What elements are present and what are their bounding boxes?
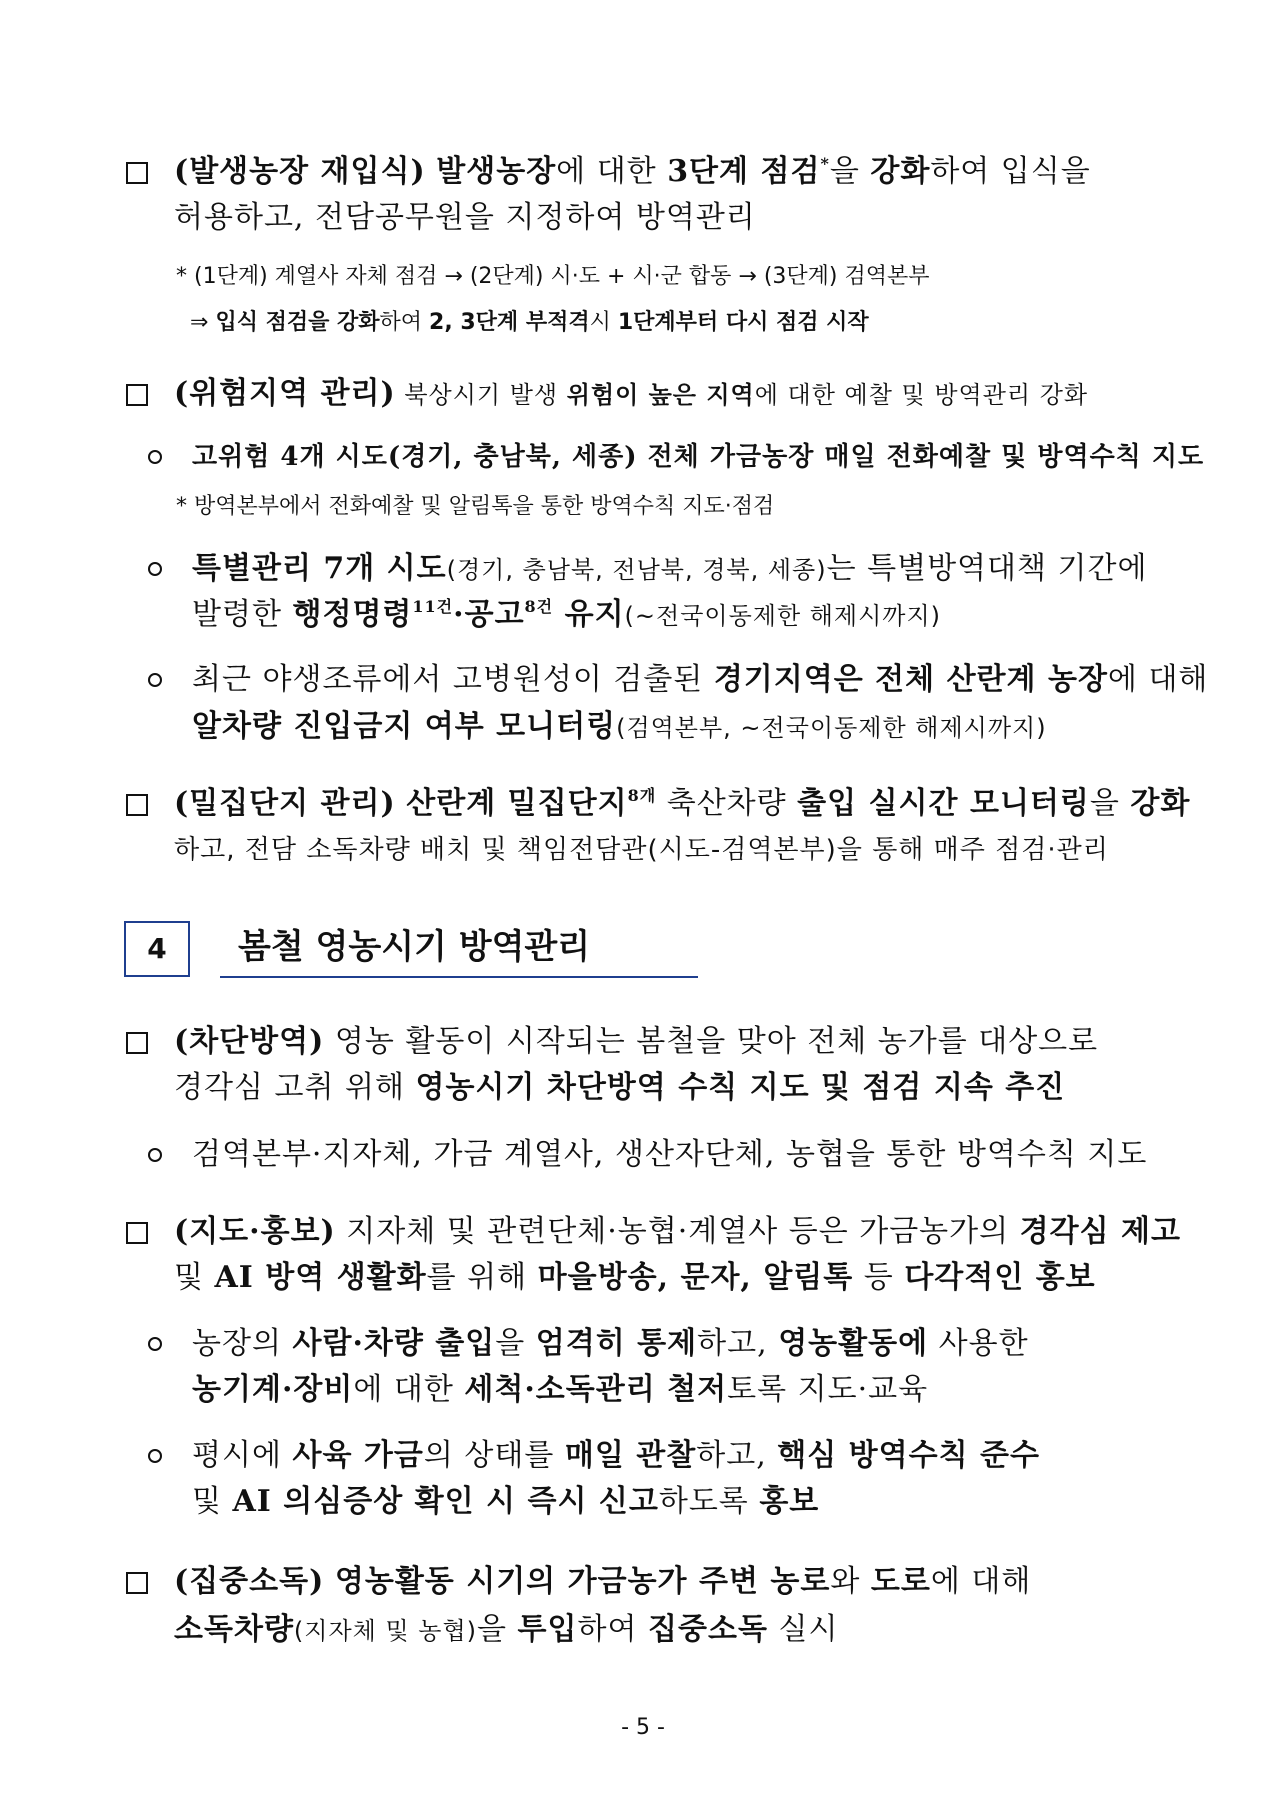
section-title: 봄철 영농시기 방역관리 xyxy=(238,927,591,967)
paragraph-line xyxy=(174,1068,1065,1108)
text: 엄격히 통제 xyxy=(535,1326,698,1361)
text: 도로 xyxy=(870,1564,931,1599)
text: 를 위해 xyxy=(426,1260,538,1295)
text: 에 대한 예찰 및 방역관리 강화 xyxy=(754,381,1089,409)
text: 산란계 밀집단지 xyxy=(406,786,628,821)
text: (~전국이동제한 해제시까지) xyxy=(624,602,942,630)
text: 을 xyxy=(1089,786,1131,821)
text xyxy=(396,786,407,821)
circle-bullet xyxy=(148,450,162,464)
text: 유지 xyxy=(553,597,625,632)
text: 에 대해 xyxy=(1107,662,1209,697)
text: AI 방역 생활화 xyxy=(214,1260,427,1295)
text: 영농활동 시기의 가금농가 주변 농로 xyxy=(334,1564,831,1599)
text: * (1단계) 계열사 자체 점검 → (2단계) 시·도 + 시·군 합동 → (3단계) 검역본부 xyxy=(176,264,930,289)
text: 핵심 방역수칙 준수 xyxy=(777,1438,1041,1473)
text: 에 대한 xyxy=(556,154,668,189)
text: (지자체 및 농협) xyxy=(293,1617,478,1645)
text: 지자체 및 관련단체·농협·계열사 등은 가금농가의 xyxy=(335,1214,1020,1249)
text: 알차량 진입금지 여부 모니터링 xyxy=(192,709,617,744)
text: 홍보 xyxy=(759,1484,820,1519)
text: 평시에 xyxy=(192,1438,293,1473)
text: 하여 입식을 xyxy=(930,154,1091,189)
text: 하고, xyxy=(696,1438,778,1473)
text: 사람·차량 출입 xyxy=(292,1326,496,1361)
section-underline xyxy=(220,976,698,978)
paragraph-line xyxy=(192,660,1208,700)
text: 허용하고, 전담공무원을 지정하여 방역관리 xyxy=(174,200,756,235)
text: 투입 xyxy=(517,1612,578,1647)
paragraph-line xyxy=(192,1436,1040,1476)
text: ·공고 xyxy=(453,597,525,632)
text: 하여 xyxy=(379,310,430,335)
text: 최근 야생조류에서 고병원성이 검출된 xyxy=(192,662,714,697)
text: 발생농장 xyxy=(436,154,557,189)
text: 검역본부·지자체, 가금 계열사, 생산자단체, 농협을 통한 방역수칙 지도 xyxy=(192,1137,1148,1172)
paragraph-heading: (지도·홍보) xyxy=(174,1214,336,1249)
paragraph-heading: (집중소독) xyxy=(174,1564,325,1599)
paragraph-line xyxy=(192,549,1147,590)
text: 행정명령 xyxy=(292,597,413,632)
text: 및 xyxy=(174,1260,215,1295)
paragraph-line xyxy=(192,1324,1029,1364)
text xyxy=(324,1564,335,1599)
paragraph-line xyxy=(174,1212,1181,1252)
paragraph-heading: (발생농장 재입식) xyxy=(174,154,426,189)
text: 마을방송, 문자, 알림톡 xyxy=(537,1260,854,1295)
paragraph-line xyxy=(192,1482,819,1522)
text: 실시 xyxy=(767,1612,839,1647)
text: 농장의 xyxy=(192,1326,293,1361)
text: 3단계 점검 xyxy=(667,154,821,189)
text: 농기계·장비 xyxy=(192,1372,354,1407)
paragraph-line xyxy=(174,152,1091,192)
paragraph-line xyxy=(192,1135,1147,1175)
text: 을 xyxy=(495,1326,536,1361)
text: 사육 가금 xyxy=(292,1438,424,1473)
checkbox-bullet xyxy=(126,1222,148,1244)
text: 에 대한 xyxy=(353,1372,465,1407)
text: 특별관리 7개 시도 xyxy=(192,551,447,586)
text: 는 특별방역대책 기간에 xyxy=(826,551,1148,586)
text: 1단계부터 다시 점검 시작 xyxy=(617,310,869,335)
paragraph-line xyxy=(192,707,1047,748)
paragraph-line xyxy=(174,374,1088,415)
text: (검역본부, ~전국이동제한 해제시까지) xyxy=(616,714,1047,742)
text: 하도록 xyxy=(658,1484,760,1519)
text: 집중소독 xyxy=(648,1612,768,1647)
text: 세척·소독관리 철저 xyxy=(464,1372,728,1407)
text: 영농시기 차단방역 수칙 지도 및 점검 지속 추진 xyxy=(415,1070,1066,1105)
paragraph-heading: (위험지역 관리) xyxy=(174,376,396,411)
text: ⇒ xyxy=(190,310,216,335)
paragraph-line xyxy=(174,784,1190,824)
circle-bullet xyxy=(148,1148,162,1162)
text: AI 의심증상 확인 시 즉시 신고 xyxy=(232,1484,659,1519)
checkbox-bullet xyxy=(126,1572,148,1594)
footnote xyxy=(190,308,869,338)
text: 영농활동에 xyxy=(778,1326,929,1361)
paragraph-line xyxy=(174,1022,1098,1062)
circle-bullet xyxy=(148,1337,162,1351)
text: 의 상태를 xyxy=(423,1438,565,1473)
superscript: 8개 xyxy=(627,786,657,805)
text: 을 xyxy=(477,1612,518,1647)
text: 경각심 제고 xyxy=(1019,1214,1182,1249)
text: 강화 xyxy=(1130,786,1191,821)
text: 등 xyxy=(853,1260,905,1295)
text: 하고, 전담 소독차량 배치 및 책임전담관(시도-검역본부)을 통해 매주 점검·관리 xyxy=(174,835,1109,865)
checkbox-bullet xyxy=(126,794,148,816)
text: 위험이 높은 지역 xyxy=(566,381,755,409)
text: 및 xyxy=(192,1484,233,1519)
text: 사용한 xyxy=(928,1326,1029,1361)
paragraph-line xyxy=(192,595,941,636)
text: 입식 점검을 강화 xyxy=(215,310,380,335)
text xyxy=(426,154,437,189)
section-number: 4 xyxy=(124,921,190,977)
text: 영농 활동이 시작되는 봄철을 맞아 전체 농가를 대상으로 xyxy=(324,1024,1099,1059)
text: (경기, 충남북, 전남북, 경북, 세종) xyxy=(446,556,827,584)
text: * 방역본부에서 전화예찰 및 알림톡을 통한 방역수칙 지도·점검 xyxy=(176,494,775,519)
paragraph-line xyxy=(174,830,1109,870)
paragraph-line xyxy=(192,437,1204,477)
text: 경기지역은 전체 산란계 농장 xyxy=(713,662,1108,697)
paragraph-heading: (밀집단지 관리) xyxy=(174,786,396,821)
circle-bullet xyxy=(148,1449,162,1463)
text: 에 대해 xyxy=(930,1564,1032,1599)
circle-bullet xyxy=(148,562,162,576)
text: 발령한 xyxy=(192,597,293,632)
text: 토록 지도·교육 xyxy=(727,1372,929,1407)
paragraph-line xyxy=(174,1610,838,1651)
text: 경각심 고취 위해 xyxy=(174,1070,416,1105)
paragraph-line xyxy=(174,1562,1031,1602)
text: 시 xyxy=(589,310,618,335)
paragraph-heading: (차단방역) xyxy=(174,1024,325,1059)
text: 북상시기 발생 xyxy=(395,381,567,409)
paragraph-line xyxy=(192,1370,928,1410)
checkbox-bullet xyxy=(126,162,148,184)
page-number: - 5 - xyxy=(621,1715,665,1740)
text: 2, 3단계 부적격 xyxy=(429,310,590,335)
text: 다각적인 홍보 xyxy=(904,1260,1096,1295)
text: 강화 xyxy=(870,154,931,189)
text: 축산차량 xyxy=(656,786,798,821)
superscript: 11건 xyxy=(412,597,454,616)
text: 을 xyxy=(829,154,871,189)
footnote xyxy=(176,492,774,522)
text: 소독차량 xyxy=(174,1612,294,1647)
text: 하여 xyxy=(577,1612,649,1647)
paragraph-line xyxy=(174,198,756,238)
paragraph-line xyxy=(174,1258,1096,1298)
text: 출입 실시간 모니터링 xyxy=(797,786,1090,821)
text: 하고, xyxy=(697,1326,779,1361)
checkbox-bullet xyxy=(126,384,148,406)
footnote-mark: * xyxy=(820,154,830,173)
text: 매일 관찰 xyxy=(564,1438,697,1473)
superscript: 8건 xyxy=(524,597,554,616)
footnote xyxy=(176,262,930,292)
checkbox-bullet xyxy=(126,1032,148,1054)
text: 고위험 4개 시도(경기, 충남북, 세종) 전체 가금농장 매일 전화예찰 및 방역수칙 지도 xyxy=(192,442,1205,472)
circle-bullet xyxy=(148,673,162,687)
text: 와 xyxy=(830,1564,871,1599)
